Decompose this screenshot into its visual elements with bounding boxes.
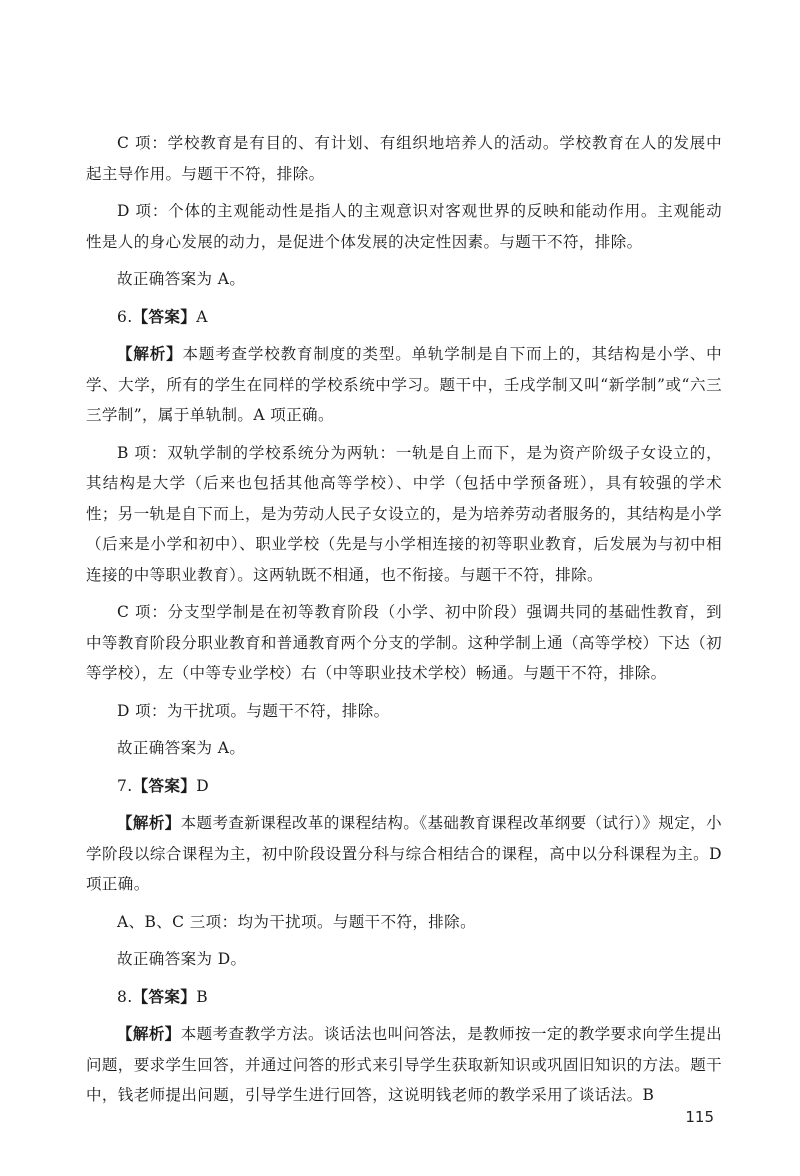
q6-answer-label: 【答案】 [132, 307, 197, 326]
q6-analysis [86, 339, 722, 431]
page-content [86, 128, 722, 1118]
q8-analysis-label: 【解析】 [117, 1025, 181, 1043]
q6-option-c: C 项：分支型学制是在初等教育阶段（小学、初中阶段）强调共同的基础性教育，到中等教育阶段分职业教育和普通教育两个分支的学制。这种学制上通（高等学校）下达（初等学校），左（中等专业学校）右（中等职业技术学校）畅通。与题干不符，排除。 [86, 603, 723, 682]
q8-number: 8. [117, 987, 133, 1006]
q8-analysis-text: 本题考查教学方法。谈话法也叫问答法，是教师按一定的教学要求向学生提出问题，要求学生回答，并通过问答的形式来引导学生获取新知识或巩固旧知识的方法。题干中，钱老师提出问题，引导学生进行回答，这说明钱老师的教学采用了谈话法。B [86, 1025, 723, 1104]
q6-analysis-text: 本题考查学校教育制度的类型。单轨学制是自下而上的，其结构是小学、中学、大学，所有的学生在同样的学校系统中学习。题干中，壬戌学制又叫“新学制”或“六三三学制”，属于单轨制。A 项正确。 [86, 345, 723, 424]
q6-analysis-label: 【解析】 [117, 345, 183, 363]
q7-answer-label: 【答案】 [132, 776, 197, 795]
q7-conclusion: 故正确答案为 D。 [117, 950, 247, 968]
q6-conclusion: 故正确答案为 A。 [117, 739, 246, 757]
q7-analysis [86, 808, 722, 900]
q7-analysis-text: 本题考查新课程改革的课程结构。《基础教育课程改革纲要（试行）》规定，小学阶段以综合课程为主，初中阶段设置分科与综合相结合的课程，高中以分科课程为主。D 项正确。 [86, 814, 722, 893]
option-c-paragraph: C 项：学校教育是有目的、有计划、有组织地培养人的活动。学校教育在人的发展中起主导作用。与题干不符，排除。 [86, 134, 722, 183]
q8-answer-value: B [196, 987, 208, 1006]
q7-number: 7. [117, 776, 133, 795]
option-d-paragraph: D 项：个体的主观能动性是指人的主观意识对客观世界的反映和能动作用。主观能动性是人的身心发展的动力，是促进个体发展的决定性因素。与题干不符，排除。 [86, 202, 722, 251]
q7-answer-line [86, 771, 722, 802]
q8-analysis [86, 1019, 722, 1111]
page-number: 115 [685, 1108, 714, 1126]
q6-answer-value: A [196, 307, 208, 326]
q7-answer-value: D [196, 776, 210, 795]
q8-answer-label: 【答案】 [132, 987, 197, 1006]
q7-options-abc: A、B、C 三项：均为干扰项。与题干不符，排除。 [117, 912, 476, 931]
q6-number: 6. [117, 307, 133, 326]
conclusion-paragraph: 故正确答案为 A。 [117, 270, 246, 288]
q6-option-b: B 项：双轨学制的学校系统分为两轨：一轨是自上而下，是为资产阶级子女设立的，其结构是大学（后来也包括其他高等学校）、中学（包括中学预备班），具有较强的学术性；另一轨是自下而上，是为劳动人民子女设立的，是为培养劳动者服务的，其结构是小学（后来是小学和初中）、职业学校（先是与小学相连接的初等职业教育，后发展为与初中相连接的中等职业教育）。这两轨既不相通，也不衔接。与题干不符，排除。 [86, 443, 723, 584]
q6-answer-line [86, 302, 722, 333]
q8-answer-line [86, 982, 722, 1013]
q6-option-d: D 项：为干扰项。与题干不符，排除。 [117, 701, 390, 720]
q7-analysis-label: 【解析】 [117, 814, 181, 832]
